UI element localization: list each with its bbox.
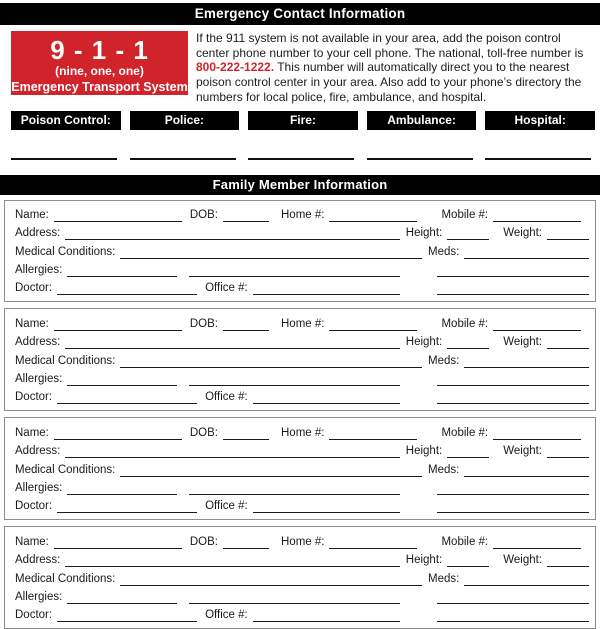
meds-zone: [422, 464, 589, 477]
meds-continuation-line: [437, 382, 589, 386]
doctor-label: Doctor:: [15, 391, 53, 404]
name-row: [15, 204, 589, 222]
office-number-field-line: [253, 291, 400, 295]
meds-continuation-line-2: [437, 291, 589, 295]
fire-cell: [248, 158, 358, 160]
weight-field-line: [547, 236, 589, 240]
weight-field-line: [547, 454, 589, 458]
911-caption: Emergency Transport System: [11, 80, 188, 94]
allergies-field-line: [67, 491, 177, 495]
medical-conditions-row: [15, 349, 589, 367]
contact-label-ambulance: Ambulance:: [367, 111, 477, 130]
poison-control-phone-line: [11, 158, 117, 160]
911-number: 9 - 1 - 1: [50, 35, 149, 65]
height-field-line: [447, 345, 489, 349]
address-row: [15, 549, 589, 567]
name-row: [15, 312, 589, 330]
doctor-field-line: [57, 618, 197, 622]
family-member-cards: [0, 200, 600, 629]
allergies-continuation-line: [189, 491, 400, 495]
name-label: Name:: [15, 426, 49, 439]
meds-zone: [422, 355, 589, 368]
meds-zone: [422, 246, 589, 259]
name-field-line: [54, 327, 182, 331]
meds-label: Meds:: [428, 572, 460, 585]
dob-label: DOB:: [189, 426, 218, 439]
home-number-label: Home #:: [281, 317, 325, 330]
meds-continuation-line-2: [437, 400, 589, 404]
doctor-field-line: [57, 291, 197, 295]
mobile-number-label: Mobile #:: [441, 317, 489, 330]
dob-field-line: [223, 436, 269, 440]
allergies-label: Allergies:: [15, 481, 63, 494]
meds-continuation-line: [437, 600, 589, 604]
contact-label-poison-control: Poison Control:: [11, 111, 121, 130]
address-field-line: [65, 454, 399, 458]
address-field-line: [65, 345, 399, 349]
meds-label: Meds:: [428, 463, 460, 476]
mobile-number-field-line: [493, 327, 581, 331]
medical-conditions-label: Medical Conditions:: [15, 463, 116, 476]
address-label: Address:: [15, 554, 61, 567]
name-field-line: [54, 436, 182, 440]
hero-section: [11, 31, 597, 105]
address-field-line: [65, 563, 399, 567]
weight-field-line: [547, 345, 589, 349]
family-member-card-3: [4, 417, 596, 520]
mobile-number-field-line: [493, 218, 581, 222]
meds-label: Meds:: [428, 245, 460, 258]
doctor-field-line: [57, 509, 197, 513]
address-row: [15, 222, 589, 240]
meds-field-line: [464, 582, 589, 586]
911-words: (nine, one, one): [55, 64, 144, 78]
height-field-line: [447, 563, 489, 567]
intro-text-before: If the 911 system is not available in your area, add the poison control center phone number to your cell phone. The national, toll-free number is: [196, 31, 584, 60]
home-number-label: Home #:: [281, 535, 325, 548]
meds-continuation-zone-2: [422, 291, 589, 295]
weight-field-line: [547, 563, 589, 567]
emergency-contacts-label-row: [11, 111, 595, 130]
name-field-line: [54, 218, 182, 222]
meds-field-line: [464, 255, 589, 259]
allergies-label: Allergies:: [15, 264, 63, 277]
medical-conditions-label: Medical Conditions:: [15, 572, 116, 585]
height-label: Height:: [405, 554, 443, 567]
weight-label: Weight:: [503, 336, 542, 349]
name-row: [15, 421, 589, 439]
home-number-field-line: [329, 218, 417, 222]
office-number-label: Office #:: [205, 609, 248, 622]
allergies-row: [15, 586, 589, 604]
doctor-row: [15, 495, 589, 513]
police-phone-line: [130, 158, 236, 160]
poison-control-cell: [11, 158, 121, 160]
allergies-continuation-line: [189, 273, 400, 277]
weight-label: Weight:: [503, 445, 542, 458]
medical-conditions-label: Medical Conditions:: [15, 245, 116, 258]
allergies-continuation-line: [189, 600, 400, 604]
height-field-line: [447, 454, 489, 458]
height-field-line: [447, 236, 489, 240]
allergies-row: [15, 477, 589, 495]
meds-continuation-line: [437, 273, 589, 277]
home-number-field-line: [329, 436, 417, 440]
name-field-line: [54, 545, 182, 549]
medical-conditions-row: [15, 567, 589, 585]
allergies-field-line: [67, 273, 177, 277]
allergies-label: Allergies:: [15, 373, 63, 386]
mobile-number-field-line: [493, 436, 581, 440]
dob-field-line: [223, 545, 269, 549]
meds-continuation-line-2: [437, 509, 589, 513]
ambulance-cell: [367, 158, 477, 160]
meds-continuation-zone-2: [422, 400, 589, 404]
address-field-line: [65, 236, 399, 240]
ambulance-phone-line: [367, 158, 473, 160]
doctor-row: [15, 604, 589, 622]
office-number-label: Office #:: [205, 282, 248, 295]
family-member-card-1: [4, 200, 596, 303]
police-cell: [130, 158, 240, 160]
weight-label: Weight:: [503, 554, 542, 567]
allergies-continuation-line: [189, 382, 400, 386]
intro-text-after: This number will automatically direct you to the nearest poison control center in your area. Also add to your phone’s directory the numbers for local police, fire, ambulance, and hospital.: [196, 60, 582, 104]
meds-continuation-zone: [422, 382, 589, 386]
emergency-contact-section-header: [0, 3, 600, 25]
name-label: Name:: [15, 317, 49, 330]
intro-paragraph: [196, 31, 597, 105]
meds-field-line: [464, 473, 589, 477]
name-label: Name:: [15, 208, 49, 221]
family-member-title: Family Member Information: [212, 176, 388, 192]
hospital-cell: [485, 158, 595, 160]
emergency-contacts-blank-lines-row: [11, 158, 595, 160]
dob-field-line: [223, 218, 269, 222]
mobile-number-label: Mobile #:: [441, 535, 489, 548]
mobile-number-label: Mobile #:: [441, 426, 489, 439]
address-row: [15, 440, 589, 458]
allergies-label: Allergies:: [15, 590, 63, 603]
dob-label: DOB:: [189, 208, 218, 221]
meds-field-line: [464, 364, 589, 368]
medical-conditions-row: [15, 240, 589, 258]
address-label: Address:: [15, 445, 61, 458]
allergies-row: [15, 259, 589, 277]
address-label: Address:: [15, 336, 61, 349]
allergies-row: [15, 368, 589, 386]
office-number-label: Office #:: [205, 391, 248, 404]
contact-label-hospital: Hospital:: [485, 111, 595, 130]
dob-label: DOB:: [189, 535, 218, 548]
doctor-row: [15, 386, 589, 404]
meds-label: Meds:: [428, 354, 460, 367]
emergency-contact-title: Emergency Contact Information: [194, 6, 406, 21]
meds-continuation-zone-2: [422, 618, 589, 622]
office-number-field-line: [253, 509, 400, 513]
meds-continuation-zone-2: [422, 509, 589, 513]
fire-phone-line: [248, 158, 354, 160]
family-member-section-header: [0, 175, 600, 195]
home-number-label: Home #:: [281, 208, 325, 221]
name-label: Name:: [15, 535, 49, 548]
contact-label-police: Police:: [130, 111, 240, 130]
hospital-phone-line: [485, 158, 591, 160]
meds-continuation-line: [437, 491, 589, 495]
doctor-row: [15, 277, 589, 295]
doctor-field-line: [57, 400, 197, 404]
poison-control-phone-number: 800-222-1222.: [196, 60, 275, 75]
address-label: Address:: [15, 227, 61, 240]
weight-label: Weight:: [503, 227, 542, 240]
meds-continuation-zone: [422, 491, 589, 495]
home-number-field-line: [329, 327, 417, 331]
medical-conditions-field-line: [120, 364, 422, 368]
mobile-number-field-line: [493, 545, 581, 549]
office-number-label: Office #:: [205, 500, 248, 513]
doctor-label: Doctor:: [15, 609, 53, 622]
medical-conditions-row: [15, 458, 589, 476]
meds-continuation-zone: [422, 600, 589, 604]
height-label: Height:: [405, 336, 443, 349]
home-number-field-line: [329, 545, 417, 549]
office-number-field-line: [253, 400, 400, 404]
height-label: Height:: [405, 445, 443, 458]
doctor-label: Doctor:: [15, 500, 53, 513]
contact-label-fire: Fire:: [248, 111, 358, 130]
medical-conditions-field-line: [120, 582, 422, 586]
address-row: [15, 331, 589, 349]
doctor-label: Doctor:: [15, 282, 53, 295]
home-number-label: Home #:: [281, 426, 325, 439]
height-label: Height:: [405, 227, 443, 240]
name-row: [15, 530, 589, 548]
meds-continuation-zone: [422, 273, 589, 277]
mobile-number-label: Mobile #:: [441, 208, 489, 221]
dob-label: DOB:: [189, 317, 218, 330]
office-number-field-line: [253, 618, 400, 622]
allergies-field-line: [67, 382, 177, 386]
dob-field-line: [223, 327, 269, 331]
meds-continuation-line-2: [437, 618, 589, 622]
family-member-card-4: [4, 526, 596, 629]
allergies-field-line: [67, 600, 177, 604]
911-badge: [11, 31, 188, 95]
meds-zone: [422, 573, 589, 586]
medical-conditions-field-line: [120, 255, 422, 259]
medical-conditions-field-line: [120, 473, 422, 477]
medical-conditions-label: Medical Conditions:: [15, 354, 116, 367]
family-member-card-2: [4, 308, 596, 411]
